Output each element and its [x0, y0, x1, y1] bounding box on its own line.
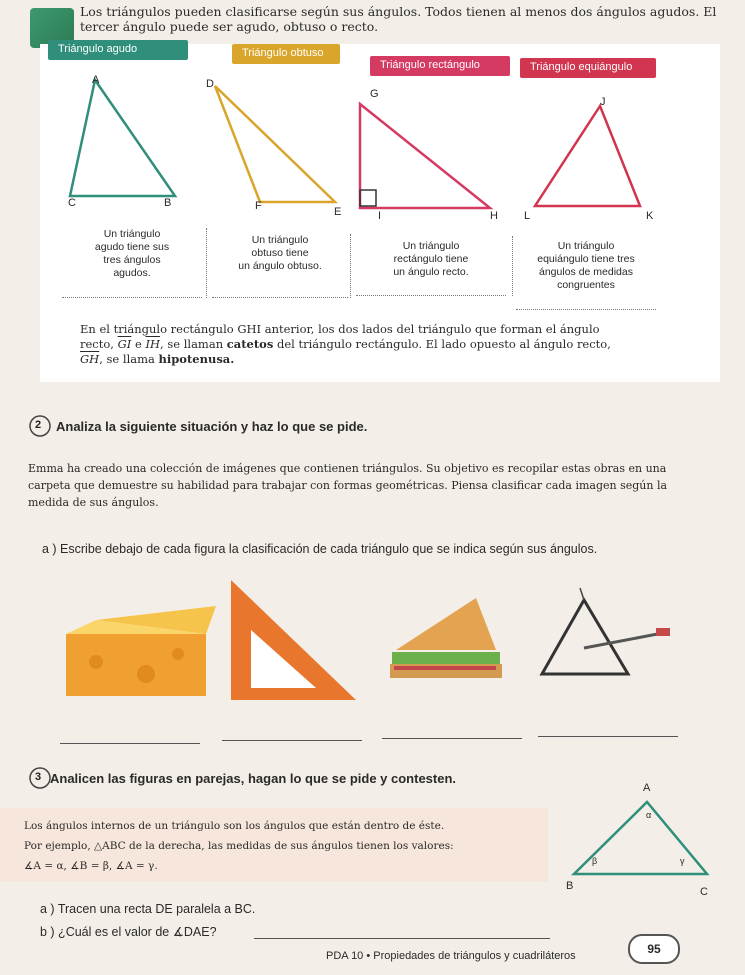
vertex-J: J	[600, 96, 606, 108]
answer-line[interactable]	[222, 740, 362, 741]
tag-equiangular: Triángulo equiángulo	[520, 58, 656, 78]
page-number: 95	[628, 934, 680, 964]
answer-line[interactable]	[382, 738, 522, 739]
tag-right: Triángulo rectángulo	[370, 56, 510, 76]
answer-line[interactable]	[60, 743, 200, 744]
divider	[512, 236, 513, 296]
right-triangle	[360, 104, 490, 208]
obtuse-triangle	[215, 86, 335, 202]
triangle-instrument-image	[542, 588, 670, 674]
right-triangle-explanation: En el triángulo rectángulo GHI anterior, los dos lados del triángulo que forman el ángulo recto, $\overline{GI}$ e $\overline{IH}$, se llaman catetos del triángulo rectángulo. El lado opuesto al ángulo recto, $\overline{GH}$, se llama hipotenusa.	[80, 322, 611, 366]
intro-text: Los triángulos pueden clasificarse según sus ángulos. Todos tienen al menos dos ángulos agudos. El tercer ángulo puede ser agudo, obtuso o recto.	[80, 4, 717, 34]
cheese-image	[66, 606, 216, 696]
desc-acute: Un triángulo agudo tiene sus tres ángulos agudos.	[62, 228, 202, 298]
tag-acute: Triángulo agudo	[48, 40, 188, 60]
angle-alpha: α	[646, 810, 652, 820]
angle-beta: β	[592, 856, 598, 866]
vertex-B: B	[566, 880, 574, 892]
divider	[350, 234, 351, 298]
divider	[206, 228, 207, 298]
vertex-G: G	[370, 88, 379, 100]
question-a: a ) Escribe debajo de cada figura la clasificación de cada triángulo que se indica según sus ángulos.	[42, 542, 598, 556]
set-square-image	[231, 580, 356, 700]
vertex-C: C	[68, 197, 76, 209]
question-title: Analiza la siguiente situación y haz lo que se pide.	[56, 419, 368, 434]
question-number: 2	[35, 419, 42, 431]
equiangular-triangle	[535, 106, 640, 206]
vertex-C: C	[700, 886, 708, 898]
acute-triangle	[70, 80, 175, 196]
question-number: 3	[35, 771, 42, 783]
right-angle-mark	[360, 190, 376, 206]
desc-obtuse: Un triángulo obtuso tiene un ángulo obtuso.	[212, 234, 348, 298]
vertex-A: A	[643, 782, 651, 794]
question-3a: a ) Tracen una recta DE paralela a BC.	[40, 902, 256, 916]
angle-gamma: γ	[680, 856, 685, 866]
footer-text: PDA 10 • Propiedades de triángulos y cuadriláteros	[326, 950, 576, 962]
vertex-H: H	[490, 210, 498, 222]
vertex-F: F	[255, 200, 262, 212]
situation-text: Emma ha creado una colección de imágenes que contienen triángulos. Su objetivo es recopilar estas obras en una carpeta que demuestre su habilidad para trabajar con formas geométricas. Piensa clasificar cada imagen según la medida de sus ángulos.	[28, 462, 668, 509]
figures-row	[56, 570, 676, 730]
definition-text: Los ángulos internos de un triángulo son los ángulos que están dentro de éste. Por ejemplo, △ABC de la derecha, las medidas de sus ángulos tienen los valores: ∡A = α, ∡B = β, ∡A = γ.	[24, 820, 454, 872]
vertex-D: D	[206, 78, 214, 90]
vertex-L: L	[524, 210, 531, 222]
vertex-B: B	[164, 197, 172, 209]
vertex-I: I	[378, 210, 382, 222]
desc-right: Un triángulo rectángulo tiene un ángulo recto.	[356, 240, 506, 296]
question-title: Analicen las figuras en parejas, hagan lo que se pide y contesten.	[50, 771, 457, 786]
vertex-A: A	[92, 74, 100, 86]
question-3b: b ) ¿Cuál es el valor de ∡DAE?	[40, 925, 217, 939]
desc-equiangular: Un triángulo equiángulo tiene tres ángulos de medidas congruentes	[516, 240, 656, 310]
sandwich-image	[390, 598, 502, 678]
triangle-abc-figure	[552, 770, 722, 910]
answer-line[interactable]	[538, 736, 678, 737]
vertex-E: E	[334, 206, 342, 218]
answer-line[interactable]	[254, 938, 550, 939]
tag-obtuse: Triángulo obtuso	[232, 44, 340, 64]
vertex-K: K	[646, 210, 654, 222]
triangles-figure	[40, 60, 720, 220]
